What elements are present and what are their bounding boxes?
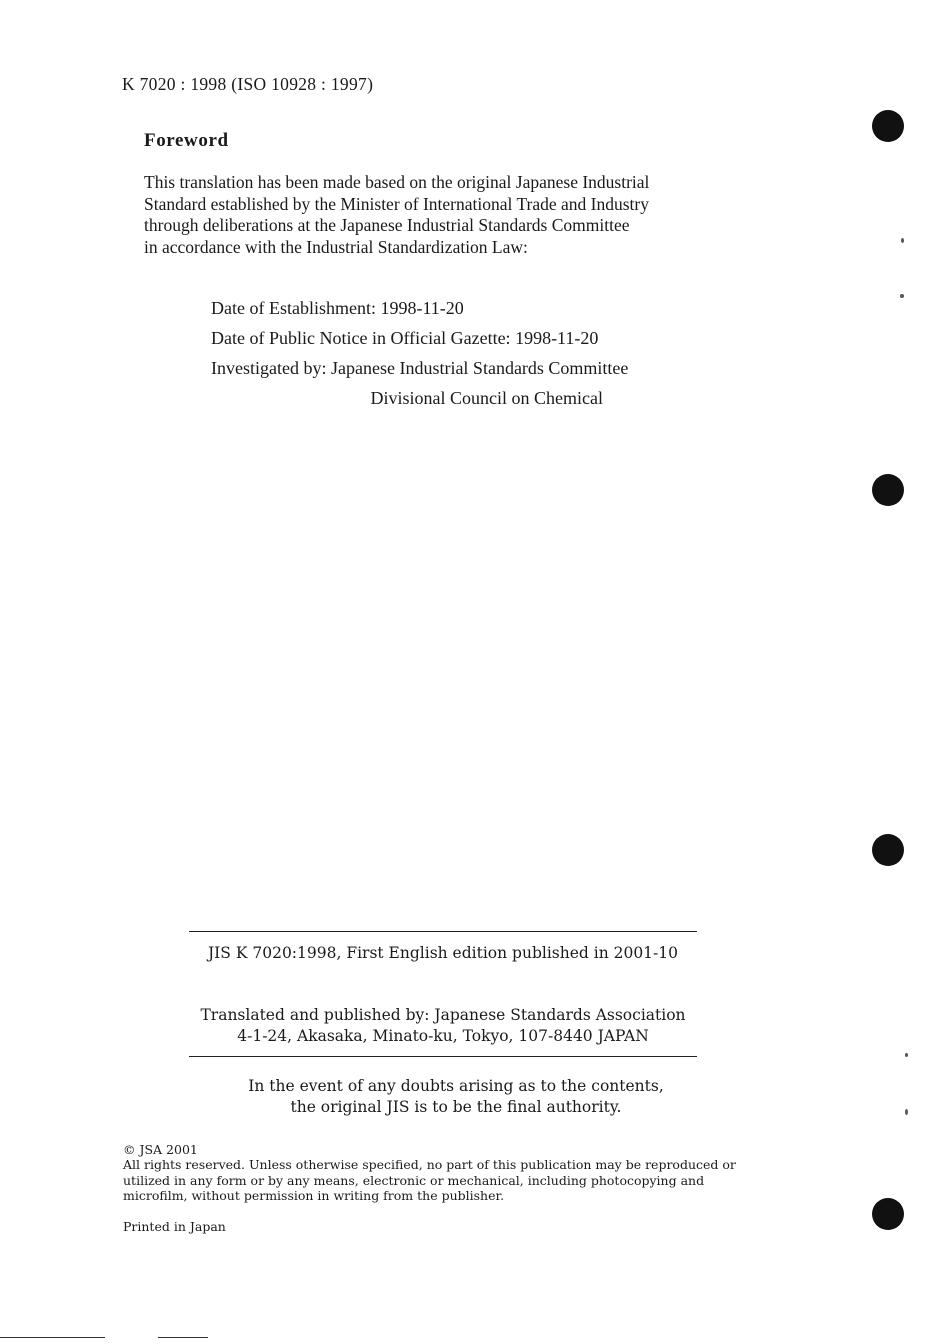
investigated-row bbox=[211, 356, 628, 386]
scan-speck bbox=[900, 294, 904, 298]
foreword-heading: Foreword bbox=[144, 130, 229, 151]
divider-top bbox=[189, 931, 697, 932]
standard-code-header: K 7020 : 1998 (ISO 10928 : 1997) bbox=[122, 74, 374, 94]
edition-note: JIS K 7020:1998, First English edition published in 2001-10 bbox=[207, 944, 679, 962]
foreword-line: Standard established by the Minister of International Trade and Industry bbox=[144, 193, 649, 214]
authority-line: the original JIS is to be the final authority. bbox=[290, 1098, 622, 1116]
investigated-committee: Japanese Industrial Standards Committee bbox=[330, 358, 629, 378]
public-notice-date: 1998-11-20 bbox=[515, 328, 599, 348]
establishment-row bbox=[211, 296, 628, 326]
rights-line: All rights reserved. Unless otherwise specified, no part of this publication may be reproduced or bbox=[123, 1157, 736, 1172]
scan-speck bbox=[905, 1053, 908, 1057]
scan-speck bbox=[905, 1109, 908, 1115]
publisher-line: Translated and published by: Japanese Standards Association bbox=[200, 1006, 686, 1024]
investigated-council: Divisional Council on Chemical bbox=[370, 388, 603, 408]
publisher-block bbox=[0, 1005, 886, 1047]
investigated-council-row bbox=[211, 386, 628, 416]
investigated-label: Investigated by: bbox=[211, 358, 327, 378]
scan-edge-line bbox=[158, 1337, 208, 1338]
authority-note bbox=[0, 1076, 912, 1118]
scan-edge-line bbox=[0, 1337, 105, 1338]
rights-line: microfilm, without permission in writing from the publisher. bbox=[123, 1188, 505, 1204]
punch-hole-icon bbox=[872, 474, 904, 506]
printed-in-note: Printed in Japan bbox=[123, 1219, 226, 1234]
rights-line: utilized in any form or by any means, electronic or mechanical, including photocopying and bbox=[123, 1172, 705, 1188]
establishment-date: 1998-11-20 bbox=[380, 298, 464, 318]
establishment-label: Date of Establishment: bbox=[211, 298, 376, 318]
divider-bottom bbox=[189, 1056, 697, 1057]
foreword-line: This translation has been made based on the original Japanese Industrial bbox=[144, 172, 650, 192]
punch-hole-icon bbox=[872, 834, 904, 866]
authority-line: In the event of any doubts arising as to the contents, bbox=[248, 1077, 664, 1095]
rights-notice bbox=[123, 1157, 773, 1204]
public-notice-row bbox=[211, 326, 628, 356]
punch-hole-icon bbox=[872, 110, 904, 142]
foreword-line: through deliberations at the Japanese Industrial Standards Committee bbox=[144, 215, 630, 235]
standard-details bbox=[211, 296, 628, 416]
publisher-address: 4-1-24, Akasaka, Minato-ku, Tokyo, 107-8440 JAPAN bbox=[237, 1027, 649, 1045]
public-notice-label: Date of Public Notice in Official Gazette: bbox=[211, 328, 511, 348]
foreword-line: in accordance with the Industrial Standardization Law: bbox=[144, 236, 528, 257]
foreword-paragraph bbox=[144, 172, 784, 258]
punch-hole-icon bbox=[872, 1198, 904, 1230]
copyright-mark: © JSA 2001 bbox=[123, 1142, 198, 1157]
scan-speck bbox=[901, 238, 904, 243]
